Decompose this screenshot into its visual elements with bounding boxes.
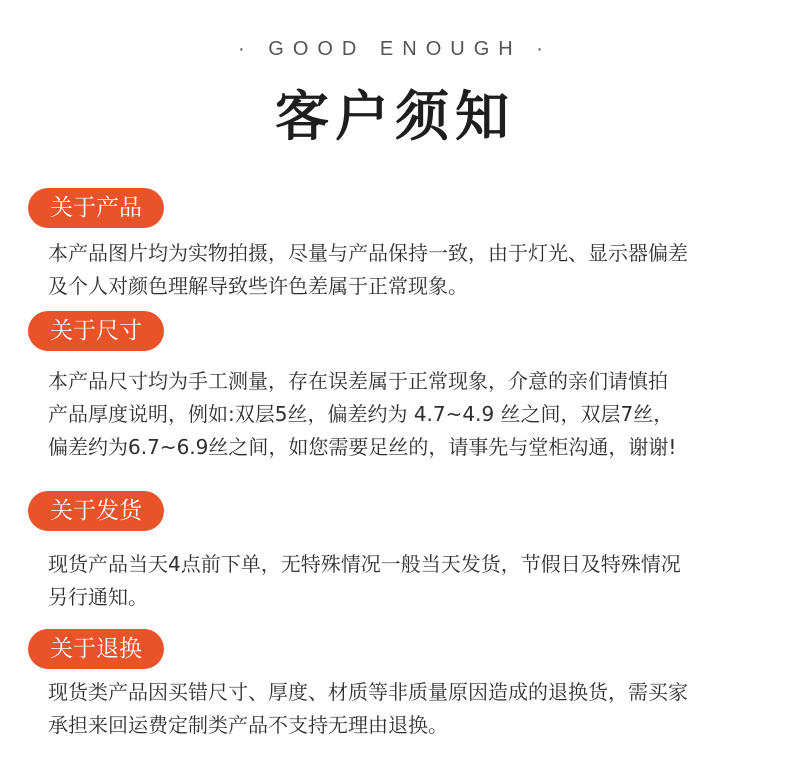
text-line: 本产品图片均为实物拍摄，尽量与产品保持一致，由于灯光、显示器偏差 — [48, 241, 688, 265]
section-badge-size: 关于尺寸 — [28, 311, 164, 351]
text-line: 产品厚度说明，例如:双层5丝，偏差约为 4.7~4.9 丝之间，双层7丝， — [48, 402, 674, 426]
text-line: 及个人对颜色理解导致些许色差属于正常现象。 — [48, 274, 468, 298]
text-line: 另行通知。 — [48, 585, 148, 609]
text-line: 偏差约为6.7~6.9丝之间，如您需要足丝的，请事先与堂柜沟通，谢谢! — [48, 435, 677, 459]
page-title: 客户须知 — [275, 85, 515, 148]
text-line: 现货类产品因买错尺寸、厚度、材质等非质量原因造成的退换货，需买家 — [48, 680, 688, 704]
section-text-shipping — [48, 548, 768, 614]
text-line: 本产品尺寸均为手工测量，存在误差属于正常现象，介意的亲们请慎拍 — [48, 369, 668, 393]
section-badge-shipping: 关于发货 — [28, 491, 164, 531]
section-text-product — [48, 237, 768, 303]
section-badge-product: 关于产品 — [28, 188, 164, 228]
section-text-returns — [48, 676, 768, 742]
header-english-tagline: · GOOD ENOUGH · — [238, 38, 552, 60]
text-line: 承担来回运费定制类产品不支持无理由退换。 — [48, 713, 448, 737]
section-text-size — [48, 365, 768, 464]
text-line: 现货产品当天4点前下单，无特殊情况一般当天发货，节假日及特殊情况 — [48, 552, 681, 576]
section-badge-returns: 关于退换 — [28, 629, 164, 669]
